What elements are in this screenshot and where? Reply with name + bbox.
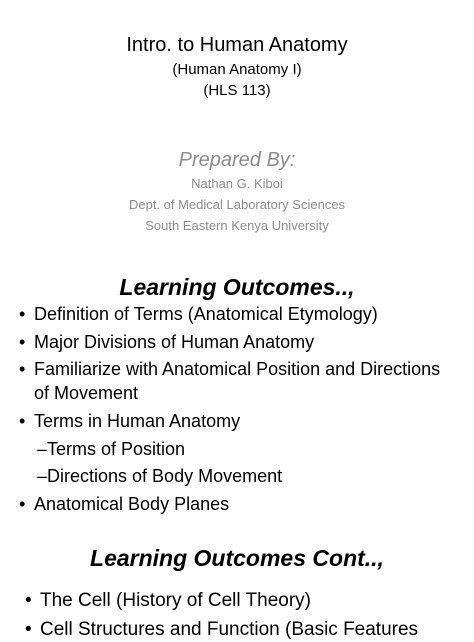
author-name: Nathan G. Kiboi [191,176,283,191]
bullet-icon: • [19,359,26,379]
department-name: Dept. of Medical Laboratory Sciences [128,197,346,212]
list-item-text: Anatomical Body Planes [34,494,230,514]
list-item-text: Cell Structures and Function (Basic Features [40,619,419,640]
slide-title: Intro. to Human Anatomy [126,34,348,56]
list-item-continuation: of Movement [34,383,139,403]
course-code: (HLS 113) [203,82,271,99]
list-item-text: Terms in Human Anatomy [34,411,241,431]
learning-outcomes-slide [0,252,474,522]
bullet-icon: • [19,411,26,431]
learning-outcomes-cont-slide [0,522,474,640]
sub-list-item: –Terms of Position [37,439,186,459]
slide-heading: Learning Outcomes.., [119,274,355,300]
list-item-text: The Cell (History of Cell Theory) [40,590,312,611]
list-item-text: Major Divisions of Human Anatomy [34,332,315,352]
title-slide [0,0,474,252]
bullet-icon: • [25,590,32,611]
course-subtitle: (Human Anatomy I) [172,61,302,78]
bullet-icon: • [25,619,32,640]
list-item-text: Definition of Terms (Anatomical Etymology) [34,304,378,324]
bullet-icon: • [19,332,26,352]
slide-heading: Learning Outcomes Cont.., [90,545,384,571]
bullet-icon: • [19,304,26,324]
sub-list-item: –Directions of Body Movement [37,466,283,486]
university-name: South Eastern Kenya University [145,218,329,233]
prepared-by-label: Prepared By: [178,149,296,171]
bullet-icon: • [19,494,26,514]
list-item-text: Familiarize with Anatomical Position and Directions [34,359,441,379]
